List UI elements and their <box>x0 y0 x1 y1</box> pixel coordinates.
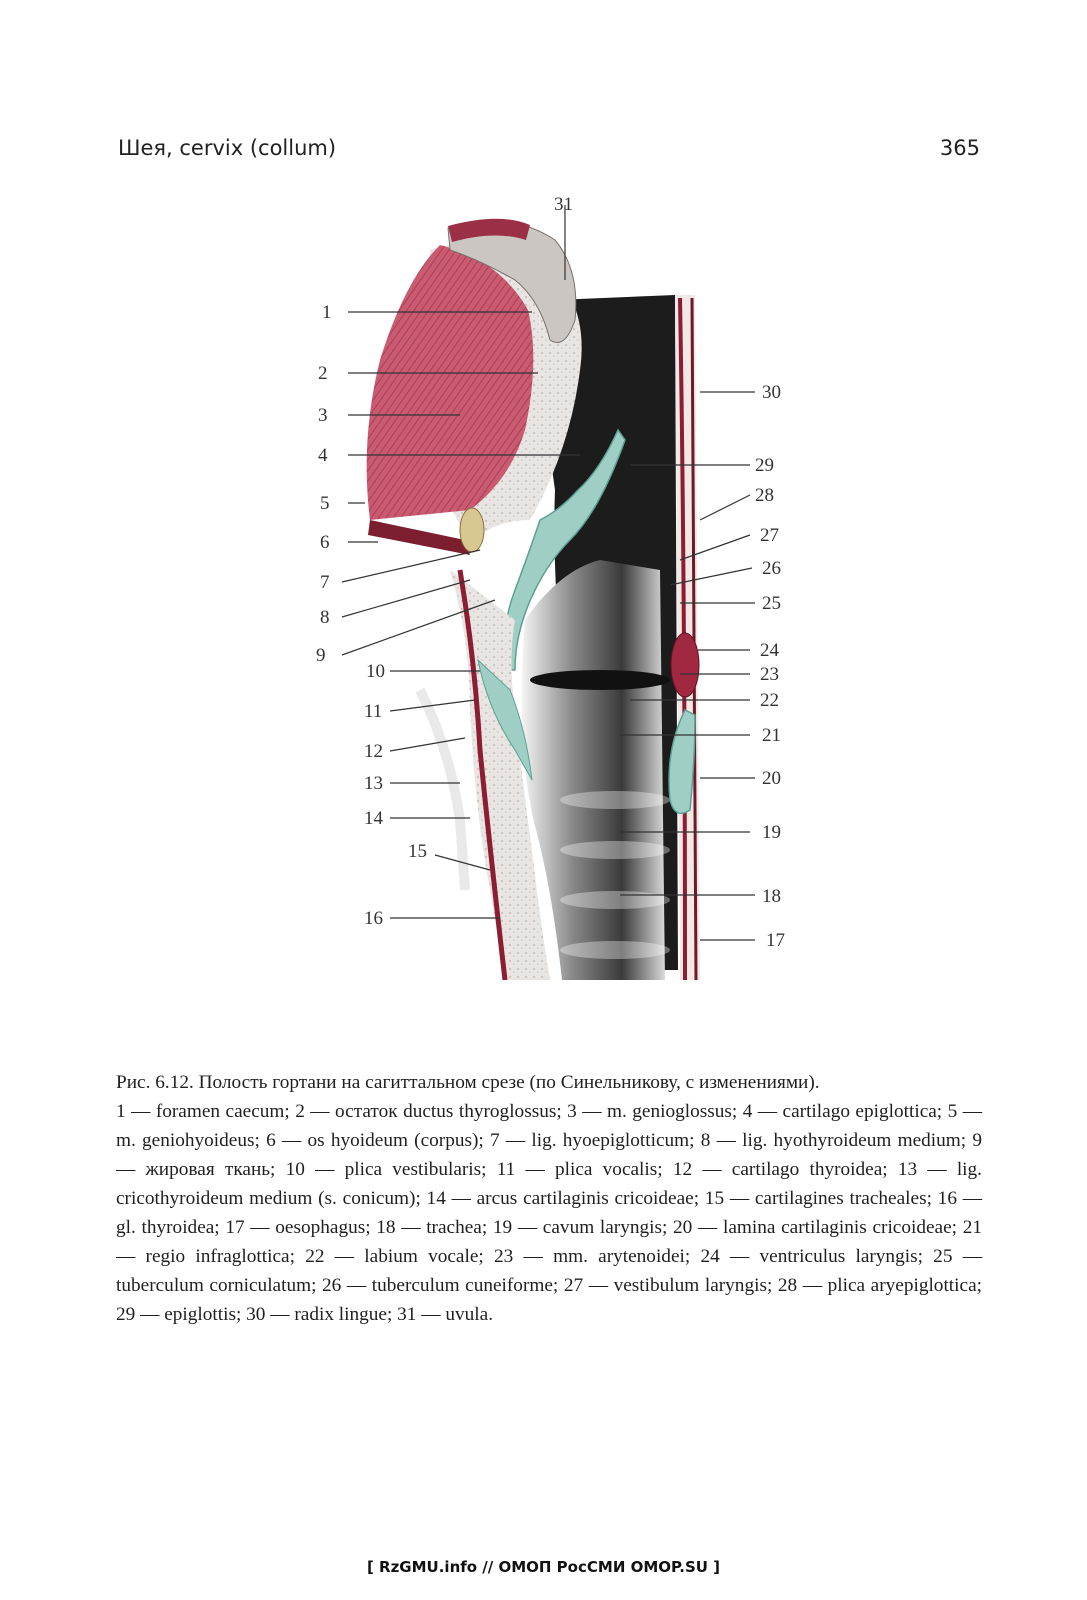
figure-caption <box>116 1068 982 1329</box>
figure-label-22: 22 <box>760 690 779 711</box>
anatomical-illustration <box>300 190 810 1000</box>
figure-label-24: 24 <box>760 640 779 661</box>
figure-label-23: 23 <box>760 664 779 685</box>
caption-title: Рис. 6.12. Полость гортани на сагиттальном срезе (по Синельникову, с изменениями). <box>116 1072 820 1093</box>
caption-legend: 1 — foramen caecum; 2 — остаток ductus thyroglossus; 3 — m. genioglossus; 4 — cartilago epiglottica; 5 — m. geniohyoideus; 6 — os hyoideum (corpus); 7 — lig. hyoepiglotticum; 8 — lig. hyothyroideum medium; 9 — жировая ткань; 10 — plica vestibularis; 11 — plica vocalis; 12 — cartilago thyroidea; 13 — lig. cricothyroideum medium (s. conicum); 14 — arcus cartilaginis cricoideae; 15 — cartilagines tracheales; 16 — gl. thyroidea; 17 — oesophagus; 18 — trachea; 19 — cavum laryngis; 20 — lamina cartilaginis cricoideae; 21 — regio infraglottica; 22 — labium vocale; 23 — mm. arytenoidei; 24 — ventriculus laryngis; 25 — tuberculum corniculatum; 26 — tuberculum cuneiforme; 27 — vestibulum laryngis; 28 — plica aryepiglottica; 29 — epiglottis; 30 — radix lingue; 31 — uvula. <box>116 1101 982 1325</box>
page-number: 365 <box>939 136 980 160</box>
figure-label-2: 2 <box>318 363 328 384</box>
figure-label-9: 9 <box>316 645 326 666</box>
figure-label-10: 10 <box>366 661 385 682</box>
figure-label-12: 12 <box>364 741 383 762</box>
figure-label-13: 13 <box>364 773 383 794</box>
running-title: Шея, cervix (collum) <box>118 136 337 160</box>
figure-label-31: 31 <box>554 194 573 215</box>
figure-label-7: 7 <box>320 572 330 593</box>
figure-label-30: 30 <box>762 382 781 403</box>
figure-label-21: 21 <box>762 725 781 746</box>
figure-label-14: 14 <box>364 808 383 829</box>
figure-label-18: 18 <box>762 886 781 907</box>
figure-label-28: 28 <box>755 485 774 506</box>
figure-label-27: 27 <box>760 525 779 546</box>
figure-label-29: 29 <box>755 455 774 476</box>
figure-label-8: 8 <box>320 607 330 628</box>
figure-label-11: 11 <box>364 701 383 722</box>
footer-source: [ RzGMU.info // ОМОП РосСМИ OMOP.SU ] <box>366 1558 721 1576</box>
figure-label-15: 15 <box>408 841 427 862</box>
figure-label-4: 4 <box>318 445 328 466</box>
figure-label-19: 19 <box>762 822 781 843</box>
figure-label-26: 26 <box>762 558 781 579</box>
page-header <box>118 136 980 168</box>
larynx-sagittal-section-drawing <box>300 190 810 1000</box>
figure-label-17: 17 <box>766 930 785 951</box>
figure-label-1: 1 <box>322 302 332 323</box>
figure-label-25: 25 <box>762 593 781 614</box>
figure-label-16: 16 <box>364 908 383 929</box>
figure-label-6: 6 <box>320 532 330 553</box>
figure-label-3: 3 <box>318 405 328 426</box>
figure-label-5: 5 <box>320 493 330 514</box>
figure-label-20: 20 <box>762 768 781 789</box>
